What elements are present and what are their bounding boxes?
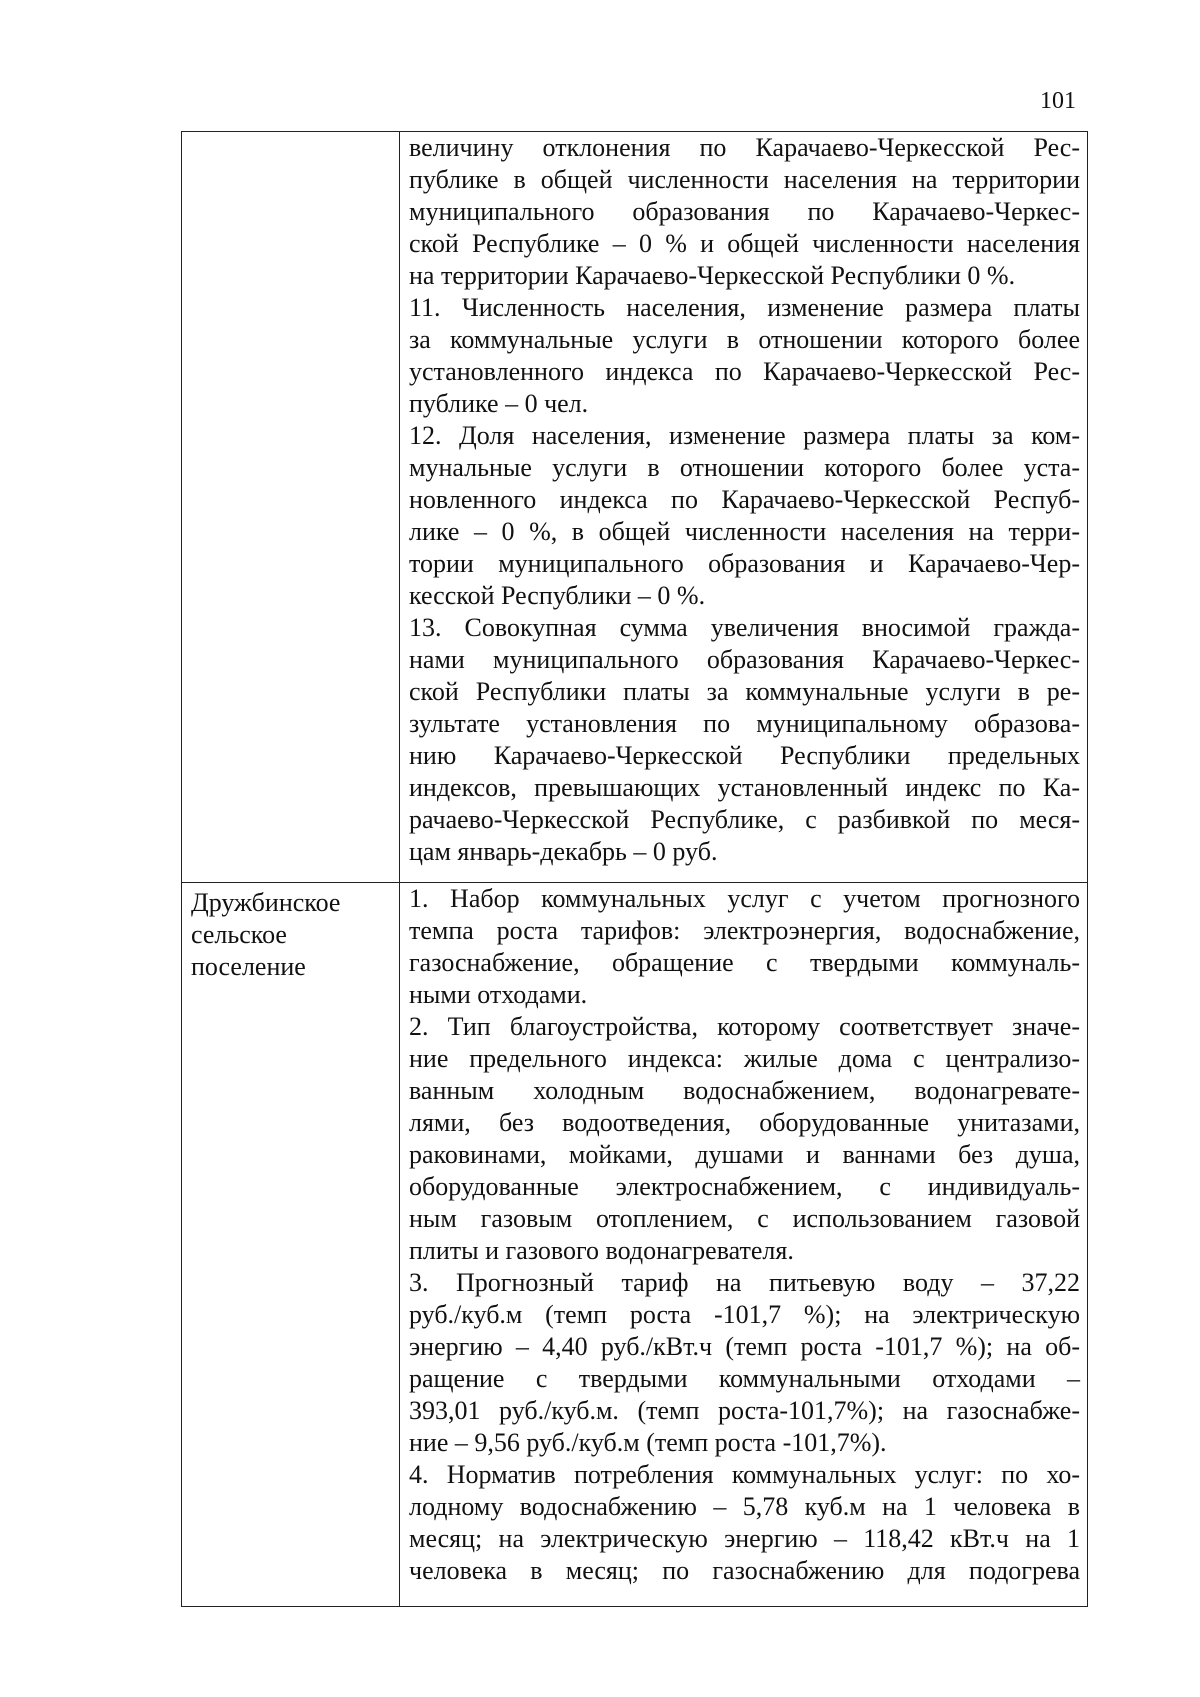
description-line: 1. Набор коммунальных услуг с учетом прогнозного: [409, 884, 1080, 913]
description-line: человека в месяц; по газоснабжению для подогрева: [409, 1556, 1080, 1585]
description-line: руб./куб.м (темп роста -101,7 %); на электрическую: [409, 1300, 1080, 1329]
description-line: на территории Карачаево-Черкесской Республики 0 %.: [409, 261, 1016, 290]
description-line: мунальные услуги в отношении которого более уста-: [409, 453, 1080, 482]
description-line: индексов, превышающих установленный индекс по Ка-: [409, 773, 1080, 802]
description-line: ным газовым отоплением, с использованием газовой: [409, 1204, 1080, 1233]
description-line: цам январь-декабрь – 0 руб.: [409, 837, 718, 866]
municipality-name: [182, 883, 399, 983]
description-line: ской Республике – 0 % и общей численности населения: [409, 229, 1080, 258]
description-line: 11. Численность населения, изменение размера платы: [409, 293, 1080, 322]
description-line: нами муниципального образования Карачаево-Черкес-: [409, 645, 1080, 674]
description-line: 3. Прогнозный тариф на питьевую воду – 37,22: [409, 1268, 1080, 1297]
description-line: установленного индекса по Карачаево-Черкесской Рес-: [409, 357, 1080, 386]
description-line: 13. Совокупная сумма увеличения вносимой гражда-: [409, 613, 1080, 642]
description-line: величину отклонения по Карачаево-Черкесской Рес-: [409, 133, 1080, 162]
table-row: [182, 132, 1088, 883]
description-line: 4. Норматив потребления коммунальных услуг: по хо-: [409, 1460, 1080, 1489]
table-row: [182, 883, 1088, 1607]
indicators-table: [181, 131, 1088, 1607]
municipality-cell: [182, 883, 400, 1607]
description-line: нию Карачаево-Черкесской Республики предельных: [409, 741, 1080, 770]
description-line: ращение с твердыми коммунальными отходами –: [409, 1364, 1080, 1393]
municipality-cell: [182, 132, 400, 883]
description-line: новленного индекса по Карачаево-Черкесской Респуб-: [409, 485, 1080, 514]
description-line: ние предельного индекса: жилые дома с централизо-: [409, 1044, 1080, 1073]
description-line: месяц; на электрическую энергию – 118,42 кВт.ч на 1: [409, 1524, 1080, 1553]
description-text: [400, 883, 1087, 1587]
description-cell: [400, 132, 1088, 883]
description-cell: [400, 883, 1088, 1607]
description-line: 12. Доля населения, изменение размера платы за ком-: [409, 421, 1080, 450]
description-line: 2. Тип благоустройства, которому соответствует значе-: [409, 1012, 1080, 1041]
description-line: газоснабжение, обращение с твердыми коммуналь-: [409, 948, 1080, 977]
description-line: энергию – 4,40 руб./кВт.ч (темп роста -101,7 %); на об-: [409, 1332, 1080, 1361]
description-line: ской Республики платы за коммунальные услуги в ре-: [409, 677, 1080, 706]
description-line: раковинами, мойками, душами и ваннами без душа,: [409, 1140, 1080, 1169]
description-line: зультате установления по муниципальному образова-: [409, 709, 1080, 738]
description-line: кесской Республики – 0 %.: [409, 581, 706, 610]
description-text: [400, 132, 1087, 868]
description-line: ванным холодным водоснабжением, водонагревате-: [409, 1076, 1080, 1105]
description-line: публике в общей численности населения на территории: [409, 165, 1080, 194]
description-line: рачаево-Черкесской Республике, с разбивкой по меся-: [409, 805, 1080, 834]
description-line: муниципального образования по Карачаево-Черкес-: [409, 197, 1080, 226]
description-line: темпа роста тарифов: электроэнергия, водоснабжение,: [409, 916, 1080, 945]
description-line: публике – 0 чел.: [409, 389, 589, 418]
municipality-name-line: Дружбинское: [191, 888, 341, 917]
description-line: лями, без водоотведения, оборудованные унитазами,: [409, 1108, 1080, 1137]
description-line: за коммунальные услуги в отношении которого более: [409, 325, 1080, 354]
description-line: плиты и газового водонагревателя.: [409, 1236, 794, 1265]
municipality-name-line: сельское: [191, 920, 287, 949]
description-line: лике – 0 %, в общей численности населения на терри-: [409, 517, 1080, 546]
municipality-name-line: поселение: [191, 952, 306, 981]
municipality-name: [182, 132, 399, 136]
description-line: оборудованные электроснабжением, с индивидуаль-: [409, 1172, 1080, 1201]
description-line: ными отходами.: [409, 980, 588, 1009]
description-line: тории муниципального образования и Карачаево-Чер-: [409, 549, 1080, 578]
description-line: 393,01 руб./куб.м. (темп роста-101,7%); на газоснабже-: [409, 1396, 1080, 1425]
description-line: ние – 9,56 руб./куб.м (темп роста -101,7%).: [409, 1428, 887, 1457]
page-number: 101: [1040, 88, 1076, 114]
description-line: лодному водоснабжению – 5,78 куб.м на 1 человека в: [409, 1492, 1080, 1521]
